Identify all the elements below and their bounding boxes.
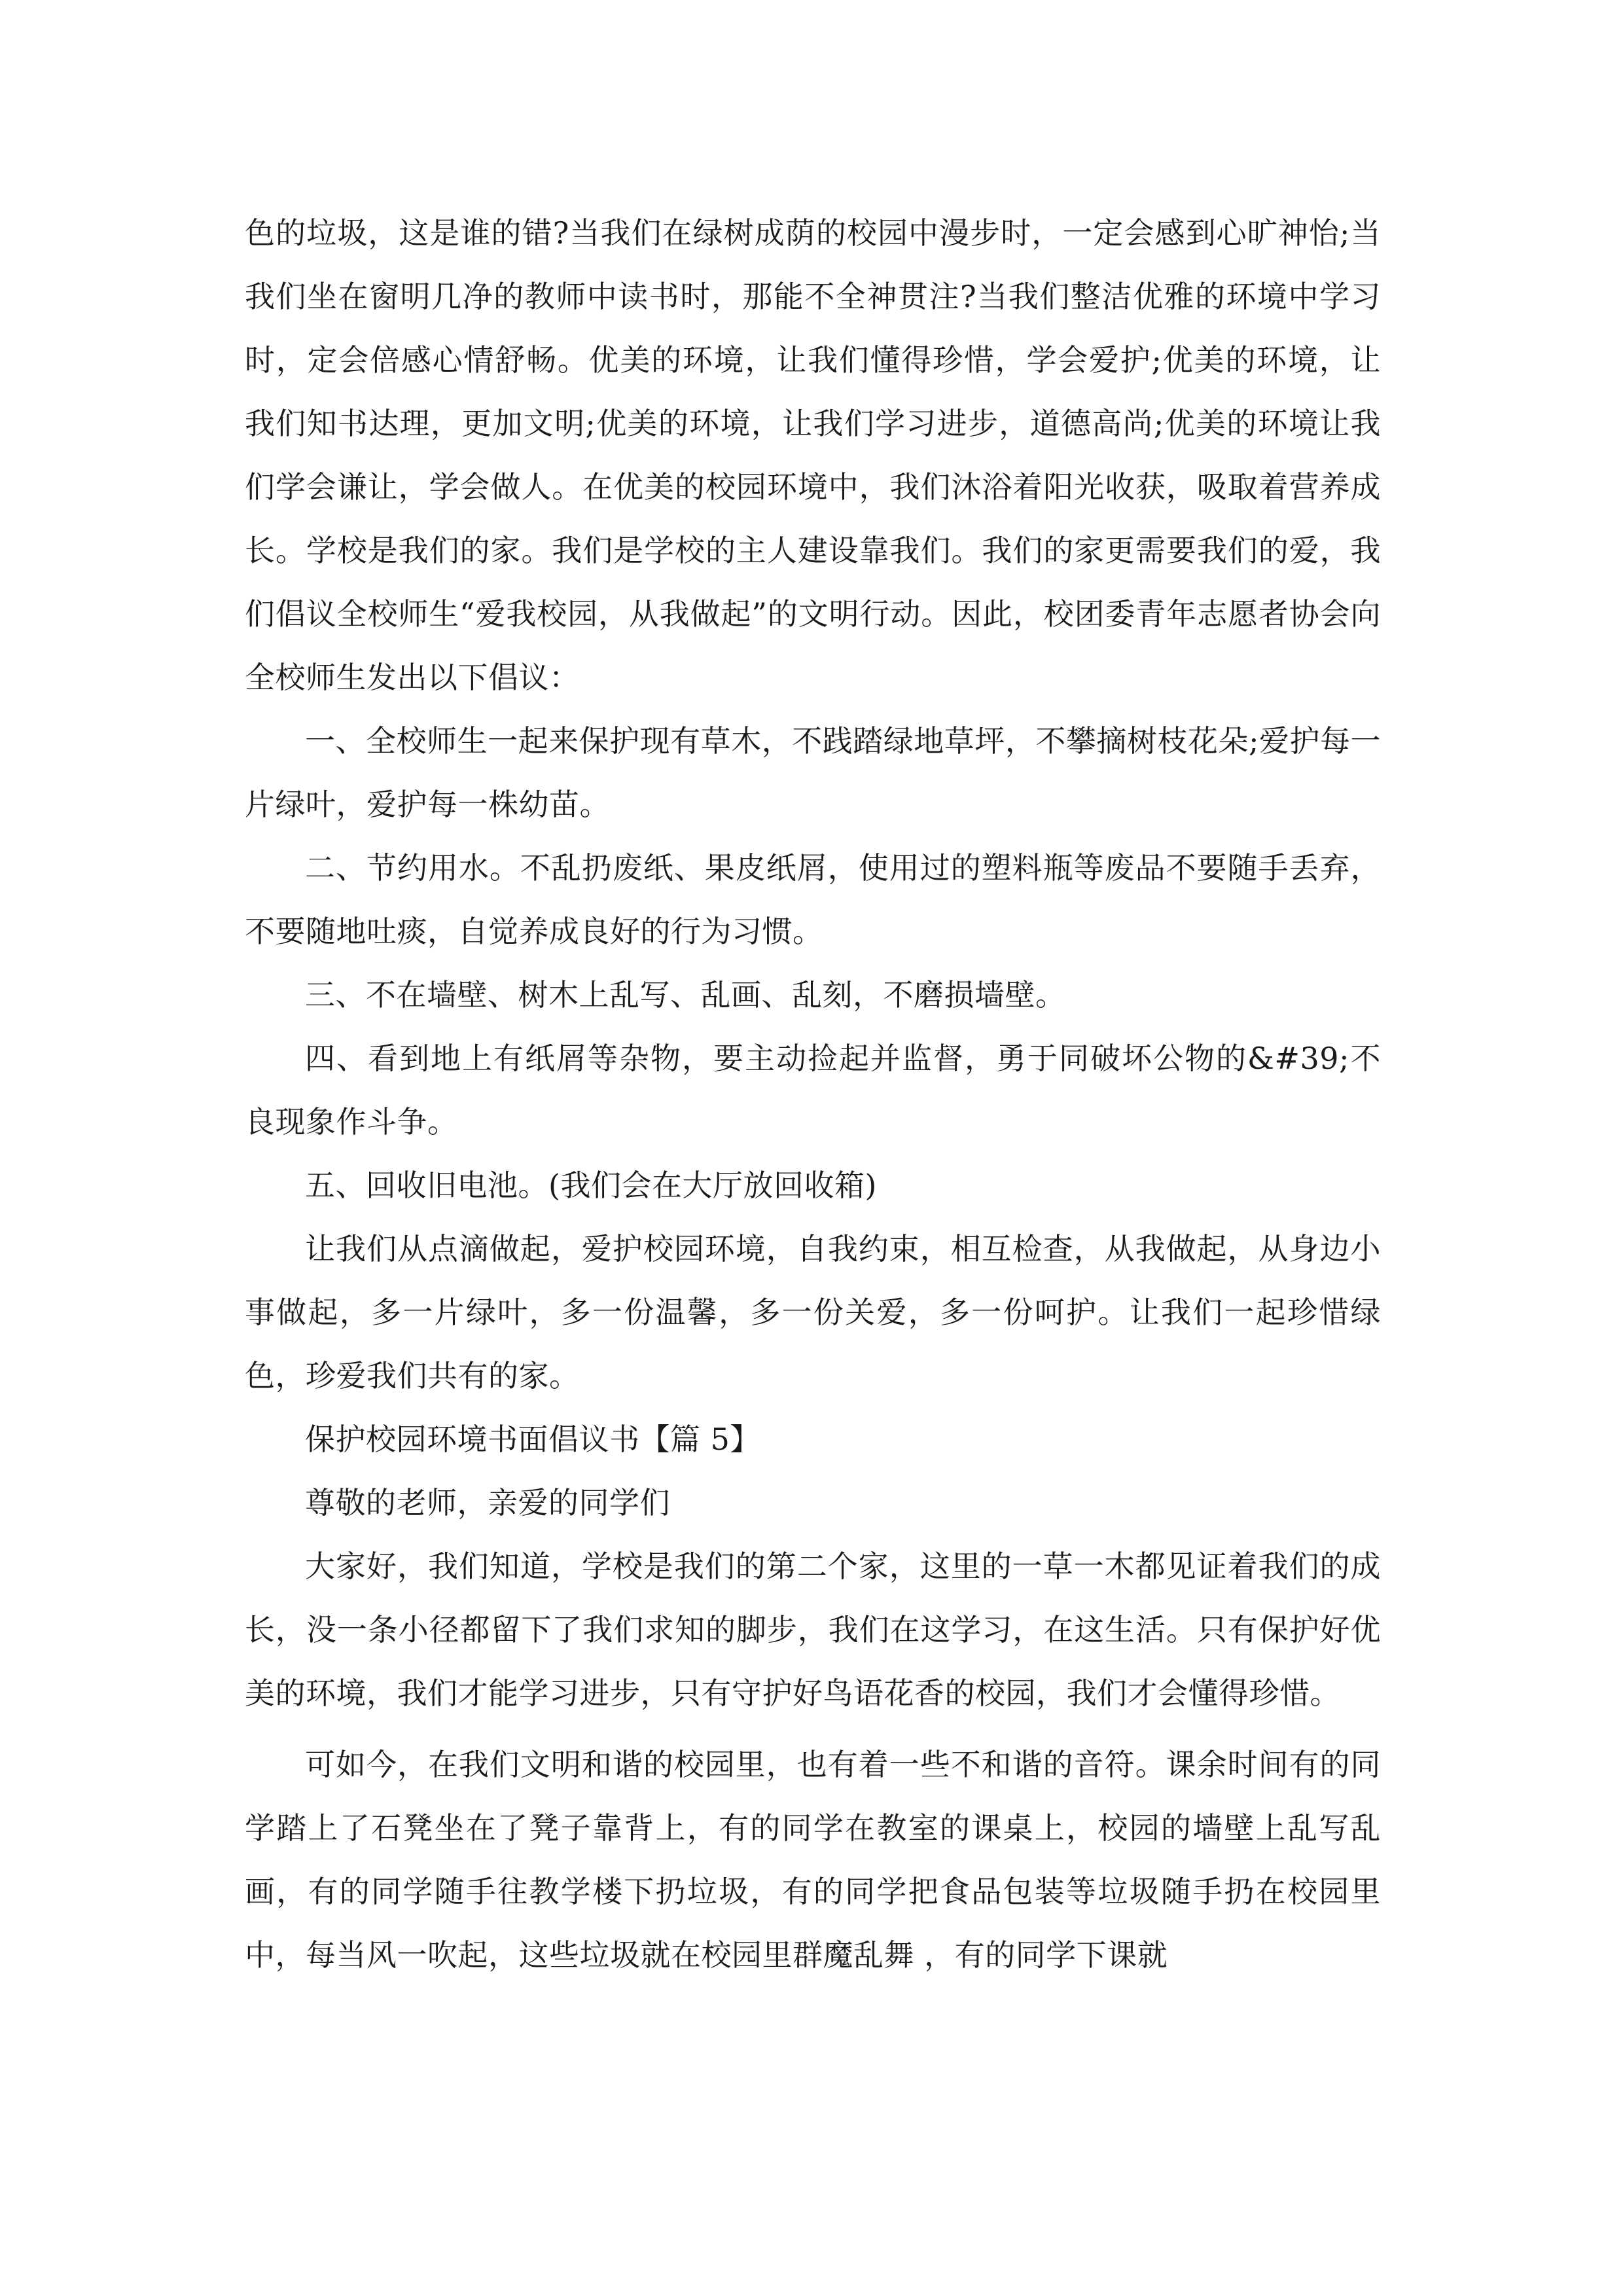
body-paragraph: 大家好，我们知道，学校是我们的第二个家，这里的一草一木都见证着我们的成长，没一条小径都留下了我们求知的脚步，我们在这学习，在这生活。只有保护好优美的环境，我们才能学习进步，只有守护好鸟语花香的校园，我们才会懂得珍惜。 [245, 1549, 1381, 1711]
document-body [245, 202, 1381, 1987]
closing-paragraph: 让我们从点滴做起，爱护校园环境，自我约束，相互检查，从我做起，从身边小事做起，多一片绿叶，多一份温馨，多一份关爱，多一份呵护。让我们一起珍惜绿色，珍爱我们共有的家。 [245, 1231, 1381, 1393]
paragraph-continuation: 色的垃圾，这是谁的错?当我们在绿树成荫的校园中漫步时，一定会感到心旷神怡;当我们坐在窗明几净的教师中读书时，那能不全神贯注?当我们整洁优雅的环境中学习时，定会倍感心情舒畅。优美的环境，让我们懂得珍惜，学会爱护;优美的环境，让我们知书达理，更加文明;优美的环境，让我们学习进步，道德高尚;优美的环境让我们学会谦让，学会做人。在优美的校园环境中，我们沐浴着阳光收获，吸取着营养成长。学校是我们的家。我们是学校的主人建设靠我们。我们的家更需要我们的爱，我们倡议全校师生“爱我校园，从我做起”的文明行动。因此，校团委青年志愿者协会向全校师生发出以下倡议： [245, 215, 1381, 695]
paragraph-gap [245, 1725, 1381, 1733]
proposal-item-5: 五、回收旧电池。(我们会在大厅放回收箱) [305, 1168, 877, 1203]
proposal-item-1: 一、全校师生一起来保护现有草木，不践踏绿地草坪，不攀摘树枝花朵;爱护每一片绿叶，爱护每一株幼苗。 [245, 723, 1381, 822]
document-page [245, 0, 1381, 2296]
proposal-item-3: 三、不在墙壁、树木上乱写、乱画、乱刻，不磨损墙壁。 [305, 977, 1066, 1013]
section-heading: 保护校园环境书面倡议书【篇 5】 [305, 1422, 760, 1457]
proposal-item-4: 四、看到地上有纸屑等杂物，要主动捡起并监督，勇于同破坏公物的&#39;不良现象作斗争。 [245, 1041, 1381, 1139]
proposal-item-2: 二、节约用水。不乱扔废纸、果皮纸屑，使用过的塑料瓶等废品不要随手丢弃，不要随地吐痰，自觉养成良好的行为习惯。 [245, 850, 1381, 949]
salutation: 尊敬的老师，亲爱的同学们 [305, 1485, 670, 1520]
body-paragraph: 可如今，在我们文明和谐的校园里，也有着一些不和谐的音符。课余时间有的同学踏上了石凳坐在了凳子靠背上，有的同学在教室的课桌上，校园的墙壁上乱写乱画，有的同学随手往教学楼下扔垃圾，有的同学把食品包装等垃圾随手扔在校园里中，每当风一吹起，这些垃圾就在校园里群魔乱舞 ，有的同学下课就 [245, 1747, 1381, 1973]
